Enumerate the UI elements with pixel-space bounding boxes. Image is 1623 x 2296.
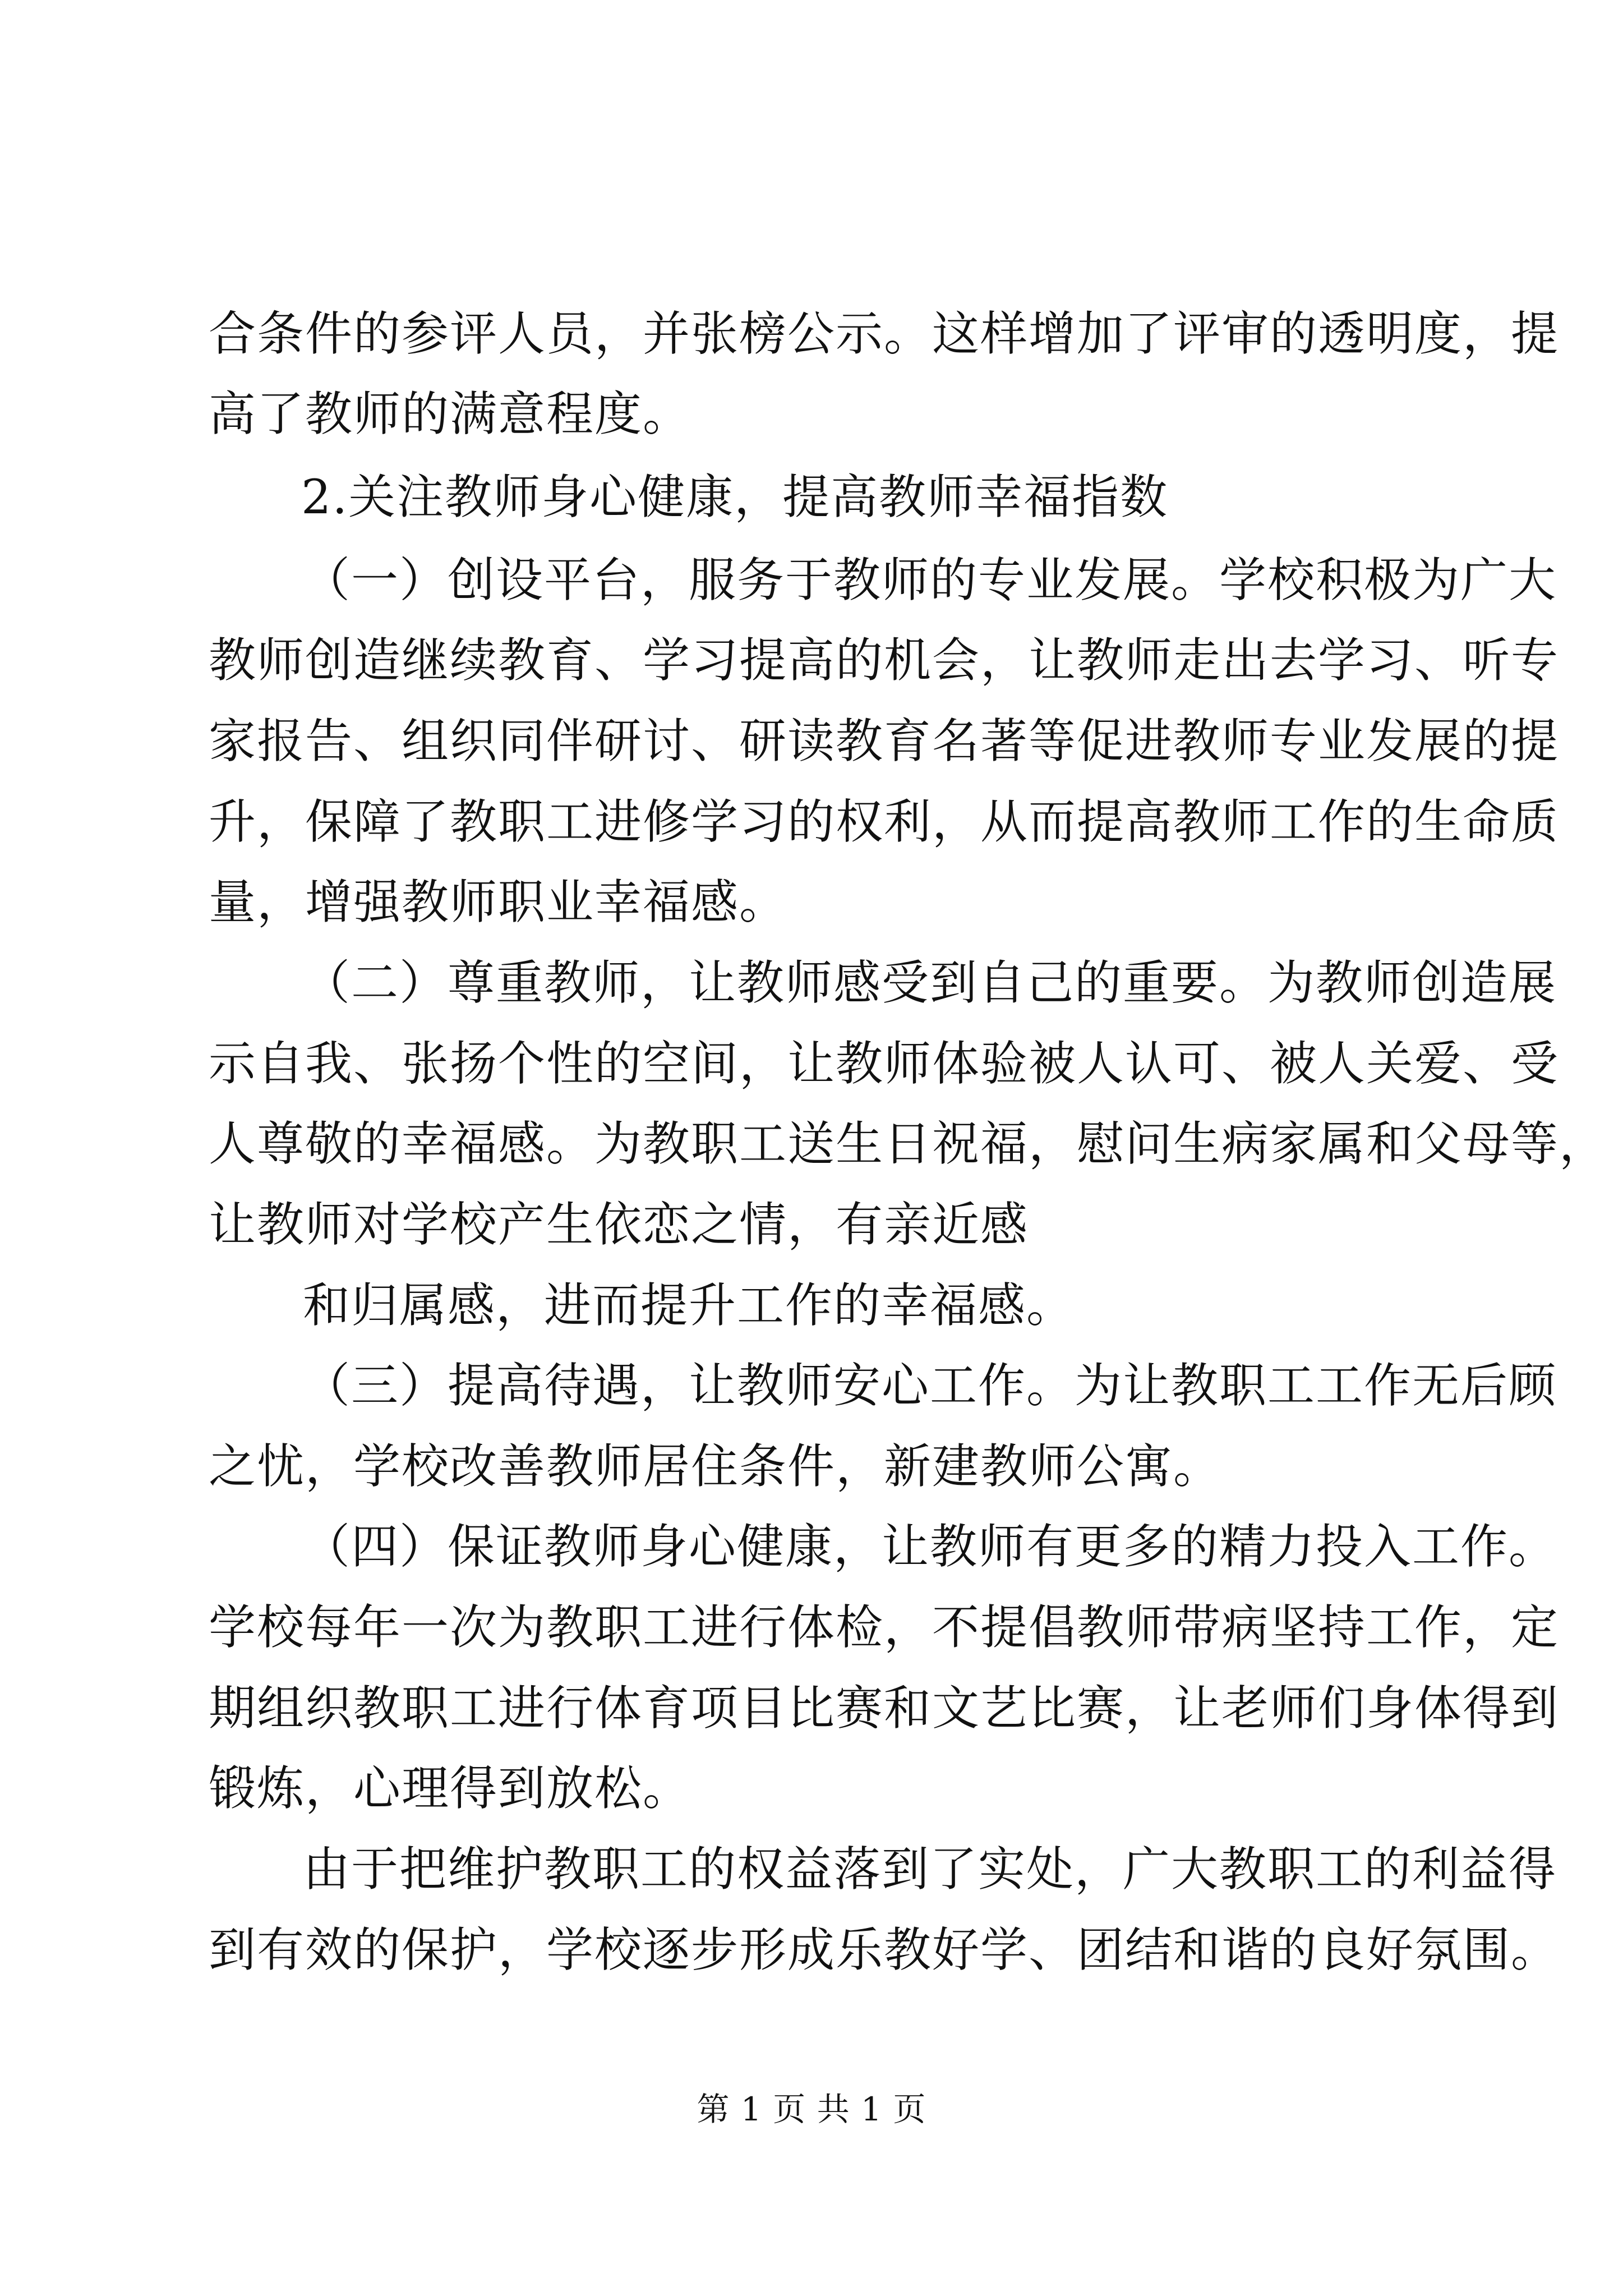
body-line: 家报告、组织同伴研讨、研读教育名著等促进教师专业发展的提	[209, 714, 1560, 769]
body-line: 量，增强教师职业幸福感。	[209, 875, 788, 930]
body-line: 示自我、张扬个性的空间，让教师体验被人认可、被人关爱、受	[209, 1036, 1560, 1091]
body-line: （三）提高待遇，让教师安心工作。为让教职工工作无后顾	[303, 1358, 1557, 1413]
body-line: 期组织教职工进行体育项目比赛和文艺比赛，让老师们身体得到	[209, 1681, 1560, 1736]
body-line: 人尊敬的幸福感。为教职工送生日祝福，慰问生病家属和父母等，	[209, 1116, 1608, 1171]
body-line: 让教师对学校产生依恋之情，有亲近感	[209, 1197, 1029, 1252]
body-line: 锻炼，心理得到放松。	[209, 1761, 691, 1816]
body-line: （二）尊重教师，让教师感受到自己的重要。为教师创造展	[303, 955, 1557, 1010]
body-line: 之忧，学校改善教师居住条件，新建教师公寓。	[209, 1439, 1222, 1494]
body-line: 和归属感，进而提升工作的幸福感。	[303, 1278, 1075, 1333]
body-line: （一）创设平台，服务于教师的专业发展。学校积极为广大	[303, 553, 1557, 608]
body-line: 学校每年一次为教职工进行体检，不提倡教师带病坚持工作，定	[209, 1600, 1560, 1655]
body-line: 由于把维护教职工的权益落到了实处，广大教职工的利益得	[303, 1842, 1557, 1897]
page-number-footer: 第 1 页 共 1 页	[697, 2090, 926, 2128]
body-line: 教师创造继续教育、学习提高的机会，让教师走出去学习、听专	[209, 633, 1560, 688]
section-heading: 2.关注教师身心健康，提高教师幸福指数	[301, 470, 1169, 524]
body-line: 合条件的参评人员，并张榜公示。这样增加了评审的透明度，提	[209, 306, 1560, 361]
body-line: 到有效的保护，学校逐步形成乐教好学、团结和谐的良好氛围。	[209, 1922, 1560, 1977]
body-line: 高了教师的满意程度。	[209, 386, 691, 441]
body-line: 升，保障了教职工进修学习的权利，从而提高教师工作的生命质	[209, 794, 1560, 849]
body-line: （四）保证教师身心健康，让教师有更多的精力投入工作。	[303, 1519, 1557, 1574]
